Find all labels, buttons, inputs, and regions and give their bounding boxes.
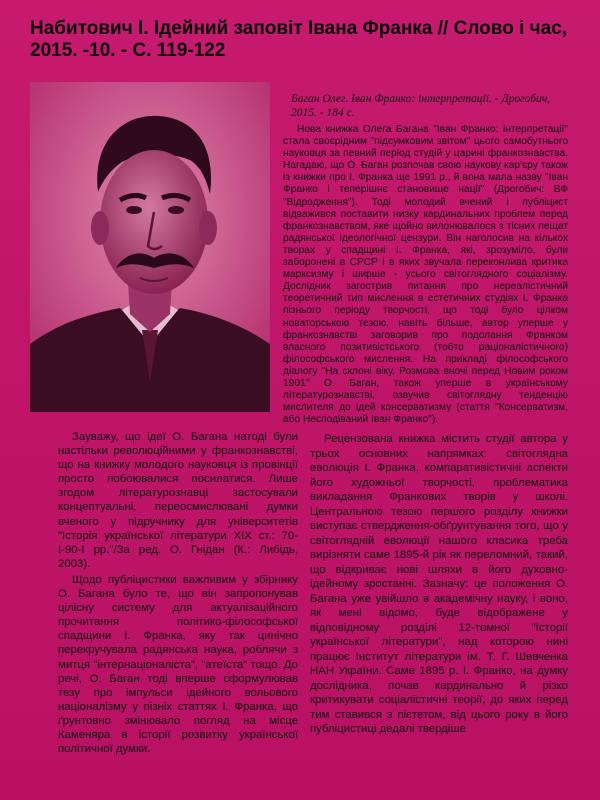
review-intro-paragraph: Нова книжка Олега Багана "Іван Франко: інтерпретації" стала своєрідним "підсумковим звітом" цього самобутнього науковця за певний період студій у царині франкознавства. Нагадаю, що О. Баган розпочав свою наукову кар'єру також із книжки про І. Франка ще 1991 р., й вона мала назву "Іван Франко і теперішнє становище нації" (Дрогобич: ВФ "Відродження"). Тоді молодий вчений і публіцист відважився поставити низку кардинальних проблем перед франкознавством, яке щойно вилонювалося з тісних пещат радянської ідеологічної цензури. Він наголосив на кількох творах у спадщині І. Франка, які, зрозуміло, були заборонені в СРСР і в яких звучала переконлива критика марксизму і ширше - усього світоглядного соціалізму. Дослідник загострив питання про нереалістичний теоретичний тип мислення в естетичних студіях І. Франка пізнього періоду творчості, що тоді було цілком новаторською тезою, навіть більше, автор уперше у франкознавстві заговорив про подолання Франком власного позитивістського (тобто раціоналістичного) філософського мислення. На прикладі філософського діалогу "На склоні віку. Розмова вночі перед Новим роком 1901" О. Баган, також уперше в українському літературознавстві, озвучив світоглядну тенденцію мислителя до ідей консерватизму (стаття "Консерватизм, або Несподіваний Іван Франко"). (283, 124, 568, 426)
right-paragraph-1: Рецензована книжка містить студії автора у трьох основних напрямках: світоглядна еволюція І. Франка, компаративістичні аспекти його художньої творчості, проблематика викладання Франкових творів у школі. Центральною тезою першого розділу книжки виступає ствердження-обґрунтування того, що у світоглядній еволюції нашого класика треба вирізняти саме 1895-й рік як переломний, такий, що відкриває нові шляхи в його духовно-ідейному зростанні. Зазначу: це положення О. Багана уже увійшло в академічну науку, і воно, як мені відомо, буде відображене у відповідному розділі 12-томної "Історії української літератури", над которою нині працює Інститут літератури ім. Т. Г. Шевченка НАН України. Саме 1895 р. І. Франко, на думку дослідника, почав кардинально й різко критикувати соціалістичні теорії, до яких перед тим ставився з пієтетом, від цього року в його публіцистиці дедалі твердіше (310, 433, 568, 735)
left-paragraph-2: Щодо публіцистики важливим у збірнику О. Багана було те, що він запропонував цілісну систему для актуалізаційного прочитання політико-філософської спадщини І. Франка, яку так цинічно перекручувала радянська наука, роблячи з митця "інтернаціоналіста", "атеїста" тощо. До речі, О. Баган тоді вперше сформулював тезу про імпульси ідейного вольового націоналізму у пізніх статтях І. Франка, що ґрунтовно змінювало погляд на місце Каменяра в історії розвитку української політичної думки. (58, 573, 298, 756)
citation-header: Набитович І. Ідейний заповіт Івана Франка // Слово і час, 2015. -10. - С. 119-122 (30, 18, 568, 61)
portrait-illustration (30, 82, 270, 412)
book-reference: Баган Олег. Іван Франко: інтерпретації. - Дрогобич, 2015. - 184 с. (291, 93, 551, 119)
left-column (58, 430, 298, 758)
left-paragraph-1: Зауважу, що ідеї О. Багана натоді були настільки революційними у франкознавстві, що на книжку молодого науковця із провінції просто побоювалися посилатися. Лише згодом літературознавці застосували концептуальні, переосмислювані думки вченого у підручнику для університетів "Історія української літератури XIX ст.: 70-І-90-І рр."/За ред. О. Гнідан (К.: Либідь, 2003). (58, 431, 298, 570)
review-column (283, 92, 568, 426)
portrait-photo (30, 82, 270, 412)
right-column (310, 432, 568, 739)
